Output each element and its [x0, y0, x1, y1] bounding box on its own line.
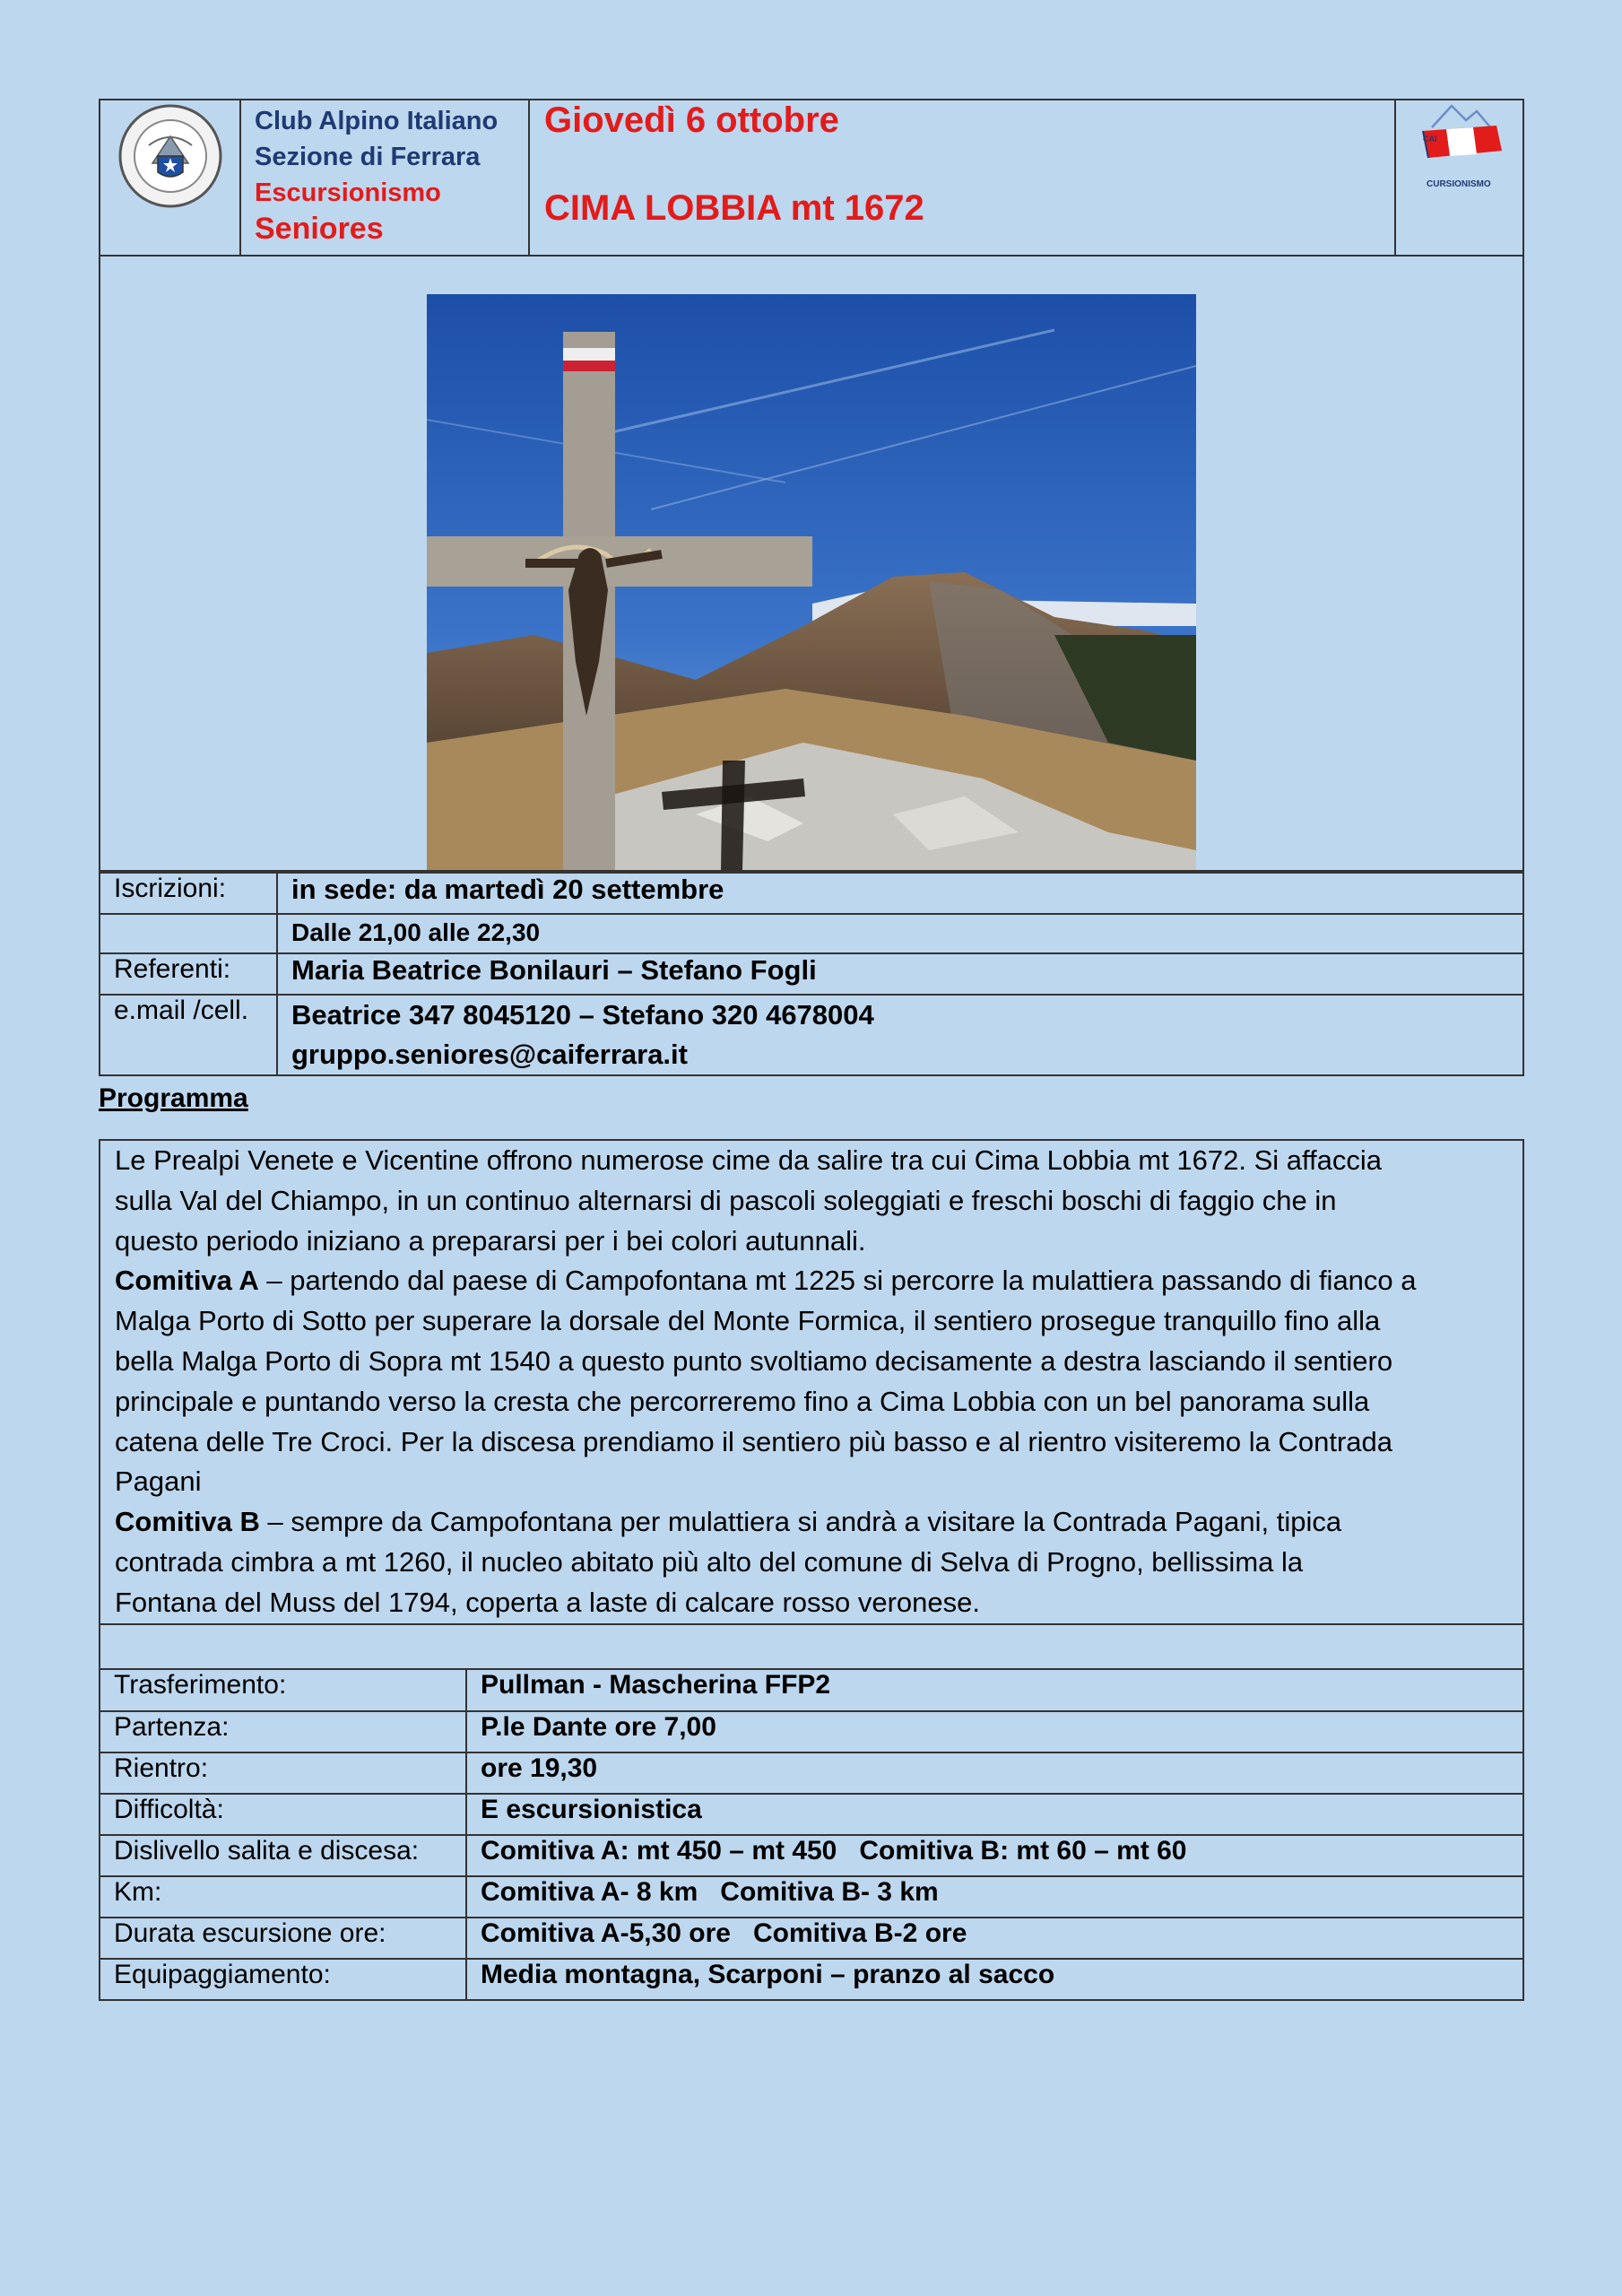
- cai-escursionismo-logo-cell: [1396, 100, 1522, 255]
- detail-label: Rientro:: [100, 1752, 466, 1794]
- contatti-value: [277, 995, 1523, 1075]
- detail-label: Trasferimento:: [100, 1670, 466, 1711]
- event-date: Giovedì 6 ottobre: [544, 100, 839, 140]
- comitiva-b-label: Comitiva B: [115, 1506, 260, 1538]
- table-row: [100, 953, 1523, 995]
- detail-label: Durata escursione ore:: [100, 1918, 466, 1959]
- intro-line: questo periodo iniziano a prepararsi per i bei colori autunnali.: [115, 1224, 866, 1257]
- detail-value: E escursionistica: [466, 1794, 1523, 1835]
- table-row: [100, 1711, 1523, 1752]
- intro-line: sulla Val del Chiampo, in un continuo alternarsi di pascoli soleggiati e freschi boschi di faggio che in: [115, 1184, 1337, 1216]
- summit-photo-illustration: [427, 294, 1196, 870]
- programma-text: [115, 1141, 1510, 1623]
- detail-value: ore 19,30: [466, 1752, 1523, 1794]
- title-cell: [530, 100, 1396, 255]
- comitiva-a-line: – partendo dal paese di Campofontana mt 1225 si percorre la mulattiera passando di fianco a: [258, 1265, 1417, 1297]
- detail-value: Comitiva A: mt 450 – mt 450 Comitiva B: mt 60 – mt 60: [466, 1835, 1523, 1876]
- orario-label: [100, 914, 277, 953]
- phone-numbers: Beatrice 347 8045120 – Stefano 320 4678004: [291, 999, 874, 1031]
- comitiva-b-line: Fontana del Muss del 1794, coperta a laste di calcare rosso veronese.: [115, 1586, 980, 1618]
- iscrizioni-value: in sede: da martedì 20 settembre: [277, 873, 1523, 914]
- table-row: [100, 1918, 1523, 1959]
- detail-value: Comitiva A-5,30 ore Comitiva B-2 ore: [466, 1918, 1523, 1959]
- svg-text:CURSIONISMO: CURSIONISMO: [1427, 179, 1491, 189]
- comitiva-a-line: Malga Porto di Sotto per superare la dorsale del Monte Formica, il sentiero prosegue tranquillo fino alla: [115, 1305, 1381, 1337]
- cai-escursionismo-flag-logo: [1396, 100, 1522, 255]
- referenti-label: Referenti:: [100, 953, 277, 995]
- detail-label: Equipaggiamento:: [100, 1959, 466, 2000]
- table-row: [100, 873, 1523, 914]
- table-row: [100, 1752, 1523, 1794]
- spacer-row: [99, 1625, 1524, 1670]
- comitiva-a-line: principale e puntando verso la cresta che percorreremo fino a Cima Lobbia con un bel panorama sulla: [115, 1385, 1370, 1417]
- referenti-value: Maria Beatrice Bonilauri – Stefano Fogli: [277, 953, 1523, 995]
- detail-value: Pullman - Mascherina FFP2: [466, 1670, 1523, 1711]
- detail-label: Difficoltà:: [100, 1794, 466, 1835]
- details-table: [99, 1670, 1524, 2001]
- detail-label: Partenza:: [100, 1711, 466, 1752]
- programma-heading: Programma: [99, 1083, 248, 1113]
- table-row: [100, 1959, 1523, 2000]
- detail-value: Comitiva A- 8 km Comitiva B- 3 km: [466, 1876, 1523, 1918]
- table-row: [100, 914, 1523, 953]
- org-name: Club Alpino Italiano: [255, 107, 499, 135]
- registration-table: [99, 872, 1524, 1076]
- table-row: [100, 1876, 1523, 1918]
- cai-ferrara-logo-cell: [100, 100, 241, 255]
- org-activity: Escursionismo: [255, 178, 441, 207]
- table-row: [100, 995, 1523, 1075]
- email-address[interactable]: gruppo.seniores@caiferrara.it: [291, 1039, 688, 1070]
- comitiva-a-line: Pagani: [115, 1465, 202, 1498]
- orario-value: Dalle 21,00 alle 22,30: [277, 914, 1523, 953]
- event-peak-title: CIMA LOBBIA mt 1672: [544, 188, 924, 228]
- cai-ferrara-seal-logo: [100, 100, 241, 255]
- photo-block: [99, 257, 1524, 872]
- programma-box: [99, 1139, 1524, 1625]
- detail-label: Dislivello salita e discesa:: [100, 1835, 466, 1876]
- intro-line: Le Prealpi Venete e Vicentine offrono numerose cime da salire tra cui Cima Lobbia mt 1672. Si affaccia: [115, 1144, 1383, 1176]
- iscrizioni-label: Iscrizioni:: [100, 873, 277, 914]
- detail-value: Media montagna, Scarponi – pranzo al sacco: [466, 1959, 1523, 2000]
- table-row: [100, 1670, 1523, 1711]
- comitiva-a-label: Comitiva A: [115, 1265, 259, 1297]
- comitiva-b-line: – sempre da Campofontana per mulattiera si andrà a visitare la Contrada Pagani, tipica: [259, 1506, 1342, 1538]
- org-group: Seniores: [255, 212, 384, 246]
- svg-text:CAI: CAI: [1423, 135, 1437, 144]
- detail-value: P.le Dante ore 7,00: [466, 1711, 1523, 1752]
- comitiva-a-line: catena delle Tre Croci. Per la discesa prendiamo il sentiero più basso e al rientro visiteremo la Contrada: [115, 1425, 1392, 1457]
- contatti-label: e.mail /cell.: [100, 995, 277, 1075]
- comitiva-a-line: bella Malga Porto di Sopra mt 1540 a questo punto svoltiamo decisamente a destra lasciando il sentiero: [115, 1344, 1393, 1377]
- detail-label: Km:: [100, 1876, 466, 1918]
- table-row: [100, 1794, 1523, 1835]
- summit-cross-photo: [427, 294, 1196, 870]
- flyer: [99, 99, 1524, 2001]
- header-table: [99, 99, 1524, 257]
- table-row: [100, 1835, 1523, 1876]
- organization-cell: [241, 100, 530, 255]
- comitiva-b-line: contrada cimbra a mt 1260, il nucleo abitato più alto del comune di Selva di Progno, bellissima la: [115, 1545, 1304, 1578]
- org-section: Sezione di Ferrara: [255, 143, 481, 171]
